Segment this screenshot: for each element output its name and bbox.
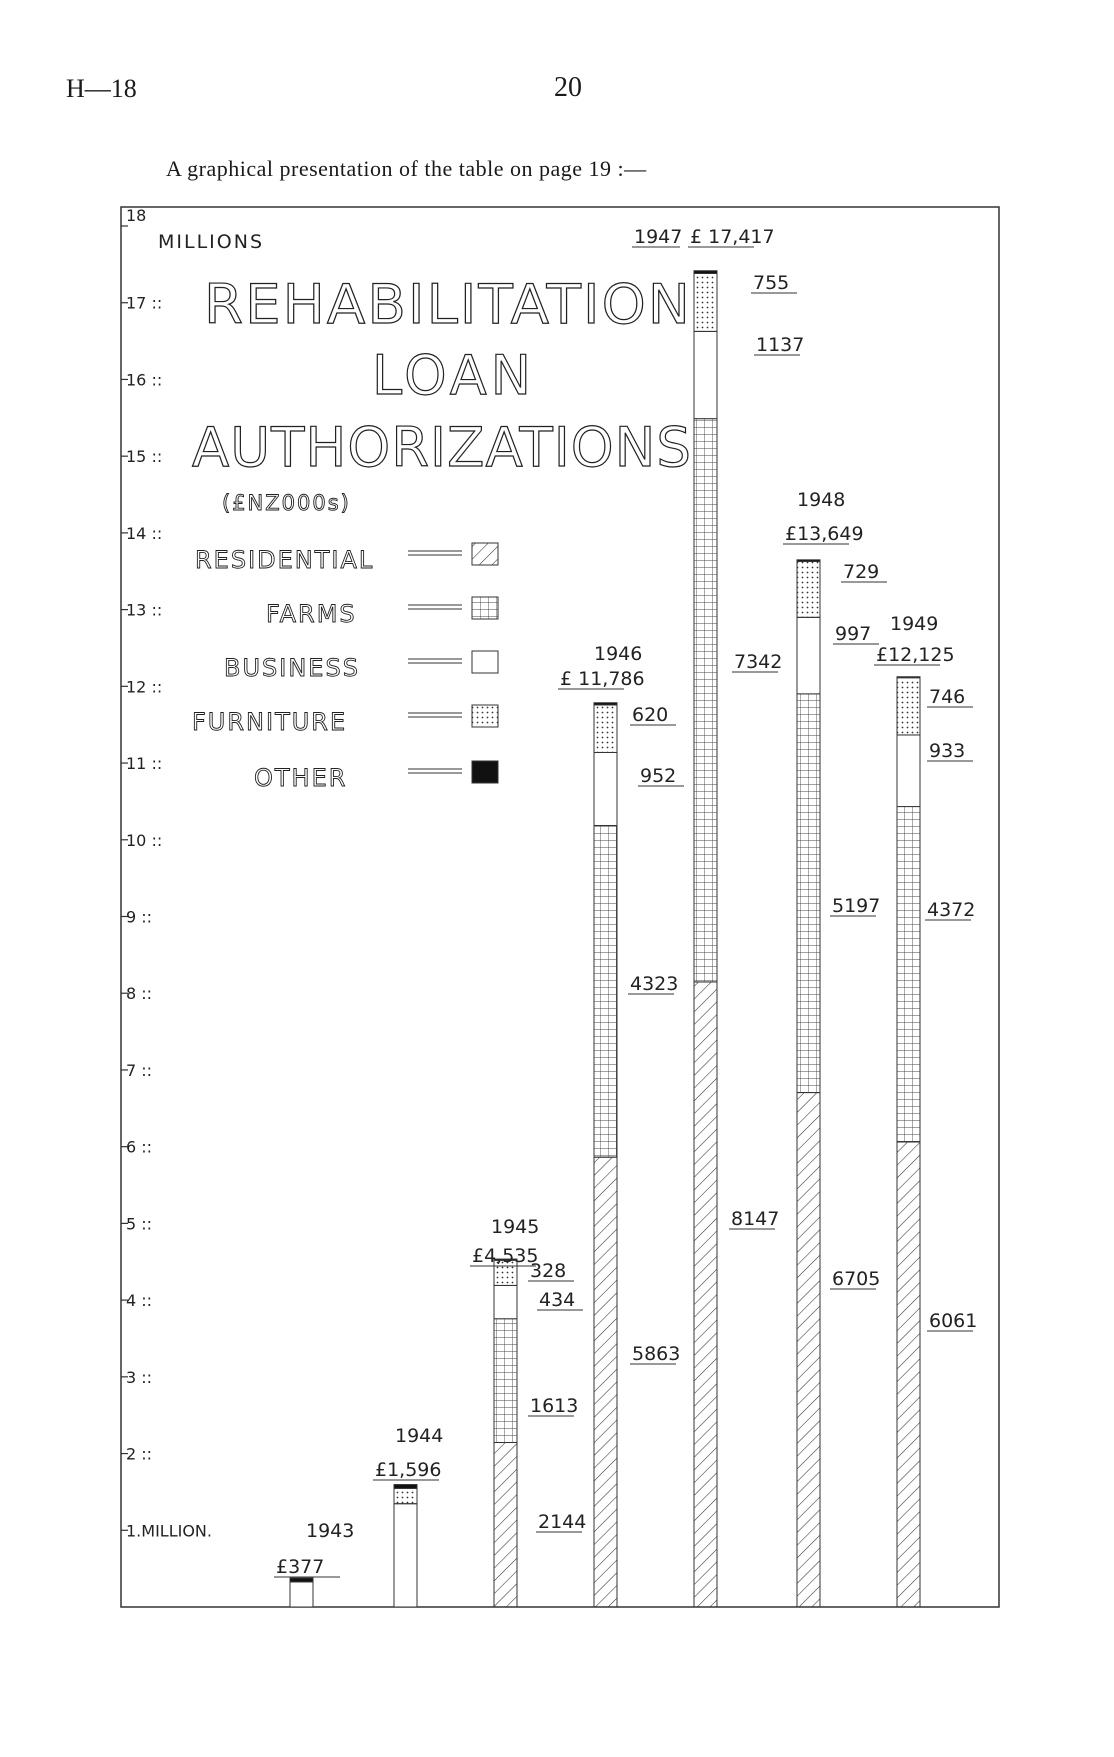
chart-subtitle: (£NZ000s) [222, 491, 351, 515]
bar-1945-farms [494, 1319, 517, 1443]
y-tick-label: 17 :: [126, 293, 163, 313]
bar-total-label: £13,649 [785, 523, 864, 545]
legend-label-furniture: FURNITURE [192, 708, 348, 736]
bar-1949-farms [897, 807, 920, 1142]
bar-segment-label: 755 [753, 272, 790, 294]
bar-segment-label: 620 [632, 704, 669, 726]
chart-caption: A graphical presentation of the table on page 19 :— [166, 156, 647, 181]
bar-1947-other [694, 271, 717, 274]
y-tick-label: 15 :: [126, 447, 163, 467]
bar-segment-label: 328 [530, 1260, 567, 1282]
bar-segment-label: 997 [835, 623, 872, 645]
y-tick-label: 1.MILLION. [126, 1521, 212, 1541]
bar-year-label: 1943 [306, 1520, 355, 1542]
bar-segment-label: 2144 [538, 1511, 587, 1533]
bar-segment-label: 8147 [731, 1208, 780, 1230]
bar-total-label: £377 [276, 1556, 325, 1578]
y-tick-label: 10 :: [126, 830, 163, 850]
bar-segment-label: 434 [539, 1289, 576, 1311]
legend-swatch-other [472, 761, 498, 783]
bar-segment-label: 7342 [734, 651, 783, 673]
bar-1949-residential [897, 1142, 920, 1607]
legend-swatch-furniture [472, 705, 498, 727]
legend-swatch-residential [472, 543, 498, 565]
y-tick-label: 4 :: [126, 1291, 153, 1311]
bar-total-label: £ 17,417 [690, 226, 775, 248]
page-number: 20 [554, 72, 582, 103]
y-tick-label: 9 :: [126, 907, 153, 927]
bar-1944-furniture [394, 1488, 417, 1503]
bar-1943-other [290, 1578, 313, 1582]
legend-swatch-business [472, 651, 498, 673]
bar-1949-other [897, 677, 920, 678]
legend-label-business: BUSINESS [224, 654, 360, 682]
bar-segment-label: 5197 [832, 895, 881, 917]
y-tick-label: 8 :: [126, 984, 153, 1004]
bar-1948-residential [797, 1093, 820, 1607]
bar-total-label: £1,596 [375, 1459, 442, 1481]
legend [192, 543, 498, 792]
y-tick-label: 18 [126, 206, 147, 225]
y-tick-label: 14 :: [126, 523, 163, 543]
bar-1947-residential [694, 982, 717, 1607]
bar-1947-farms [694, 419, 717, 982]
bar-1948-farms [797, 694, 820, 1093]
bar-year-label: 1946 [594, 643, 643, 665]
bar-total-label: £ 11,786 [560, 668, 645, 690]
y-axis [121, 206, 212, 1540]
legend-label-residential: RESIDENTIAL [195, 546, 375, 574]
legend-label-farms: FARMS [266, 600, 357, 628]
bar-segment-label: 729 [843, 561, 880, 583]
bar-year-label: 1948 [797, 489, 846, 511]
bar-segment-label: 4323 [630, 973, 679, 995]
legend-swatch-farms [472, 597, 498, 619]
bar-1946-business [594, 752, 617, 825]
y-tick-label: 3 :: [126, 1367, 153, 1387]
bar-total-label: £4,535 [472, 1245, 539, 1267]
bar-year-label: 1947 [634, 226, 683, 248]
y-tick-label: 11 :: [126, 754, 163, 774]
bar-segment-label: 1137 [756, 334, 805, 356]
bar-year-label: 1945 [491, 1216, 540, 1238]
bar-1948-business [797, 617, 820, 693]
y-tick-label: 5 :: [126, 1214, 153, 1234]
bar-segment-label: 6061 [929, 1310, 978, 1332]
bar-segment-label: 6705 [832, 1268, 881, 1290]
bar-segment-label: 5863 [632, 1343, 681, 1365]
bar-1949-business [897, 735, 920, 807]
legend-label-other: OTHER [254, 764, 348, 792]
bar-segment-label: 933 [929, 740, 966, 762]
bar-1949-furniture [897, 678, 920, 735]
chart-title-line-1: REHABILITATION [204, 273, 692, 336]
bar-1943-business [290, 1582, 313, 1607]
bar-segment-label: 4372 [927, 899, 976, 921]
bar-1946-residential [594, 1157, 617, 1607]
bar-1947-furniture [694, 273, 717, 331]
bar-1947-business [694, 331, 717, 418]
running-header: H—18 [66, 74, 137, 103]
bar-1944-business [394, 1504, 417, 1607]
bar-1946-other [594, 703, 617, 705]
bar-1946-furniture [594, 705, 617, 753]
bar-segment-label: 1613 [530, 1395, 579, 1417]
y-tick-label: 2 :: [126, 1444, 153, 1464]
y-axis-label: MILLIONS [158, 231, 264, 253]
bar-segment-label: 746 [929, 686, 966, 708]
bar-segment-label: 952 [640, 765, 677, 787]
y-tick-label: 7 :: [126, 1060, 153, 1080]
bar-1948-other [797, 560, 820, 562]
y-tick-label: 6 :: [126, 1137, 153, 1157]
bar-year-label: 1944 [395, 1425, 444, 1447]
bar-1948-furniture [797, 561, 820, 617]
bar-year-label: 1949 [890, 613, 939, 635]
bar-1944-other [394, 1485, 417, 1489]
y-tick-label: 12 :: [126, 677, 163, 697]
y-tick-label: 13 :: [126, 600, 163, 620]
bar-1945-residential [494, 1443, 517, 1607]
bar-total-label: £12,125 [876, 644, 955, 666]
bar-1946-farms [594, 826, 617, 1158]
bar-1945-business [494, 1285, 517, 1318]
chart-title-line-2: LOAN [372, 344, 536, 407]
chart-title-line-3: AUTHORIZATIONS [192, 416, 692, 479]
y-tick-label: 16 :: [126, 370, 163, 390]
